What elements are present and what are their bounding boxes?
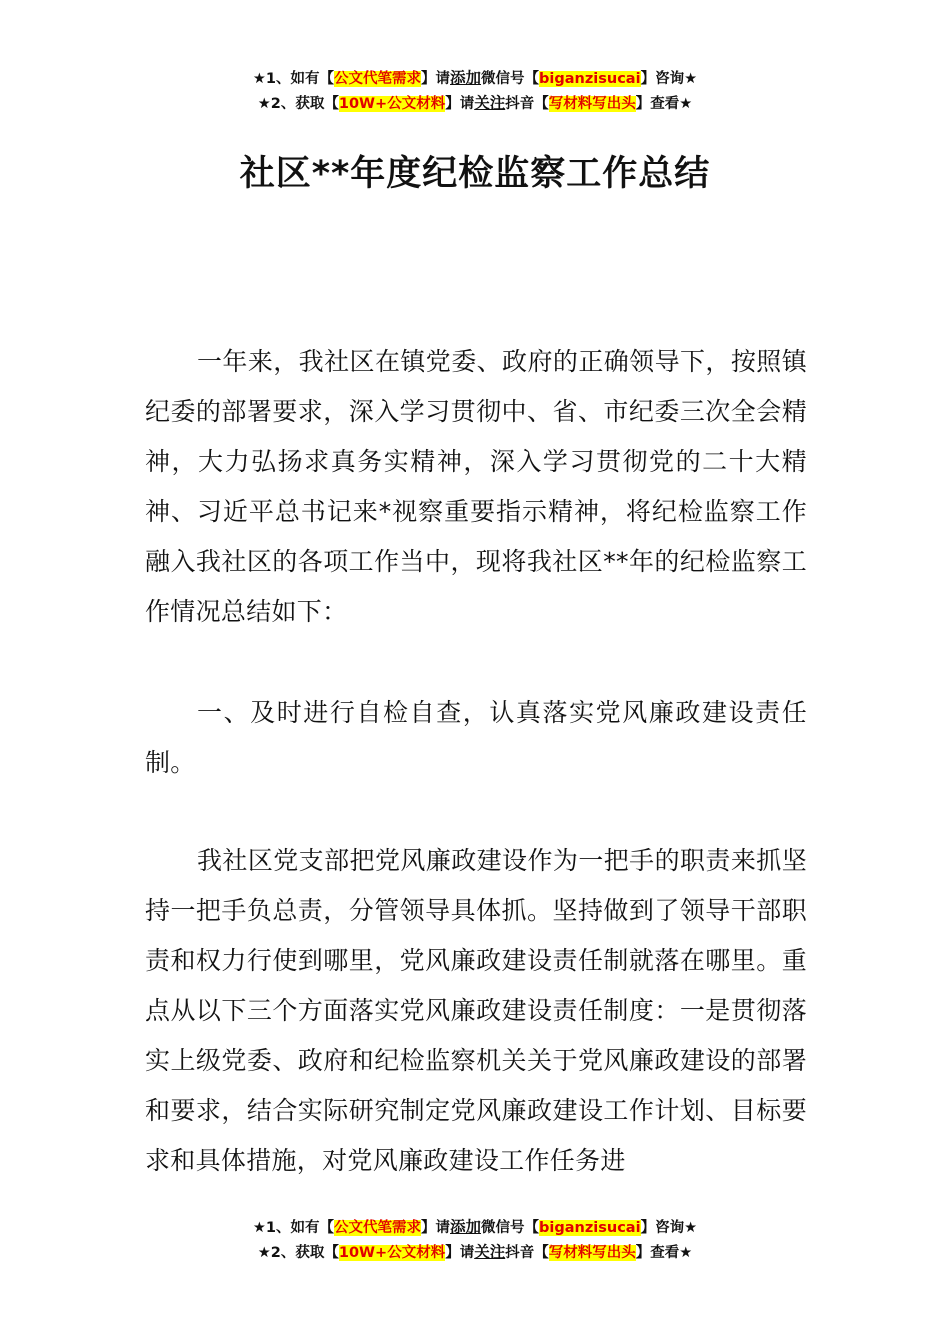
section-heading-1: 一、及时进行自检自查，认真落实党风廉政建设责任制。: [145, 698, 807, 777]
banner-line-2: ★2、获取【10W+公文材料】请关注抖音【写材料写出头】查看★: [257, 94, 693, 112]
highlight-service: 公文代笔需求: [334, 1220, 421, 1236]
banner-line-1: ★1、如有【公文代笔需求】请添加微信号【biganzisucai】咨询★: [252, 69, 698, 87]
underline-text: 添加: [450, 1218, 482, 1236]
document-title: 社区**年度纪检监察工作总结: [239, 154, 711, 194]
underline-text: 关注: [474, 94, 506, 112]
underline-text: 添加: [450, 69, 482, 87]
douyin-account: 写材料写出头: [548, 1245, 636, 1261]
header-banner: [0, 66, 950, 116]
paragraph-body: 我社区党支部把党风廉政建设作为一把手的职责来抓坚持一把手负总责，分管领导具体抓。坚持做到了领导干部职责和权力行使到哪里，党风廉政建设责任制就落在哪里。重点从以下三个方面落实党风廉政建设责任制度：一是贯彻落实上级党委、政府和纪检监察机关关于党风廉政建设的部署和要求，结合实际研究制定党风廉政建设工作计划、目标要求和具体措施，对党风廉政建设工作任务进: [145, 846, 807, 1175]
wechat-id: biganzisucai: [539, 71, 641, 87]
douyin-account: 写材料写出头: [548, 96, 636, 112]
paragraph-intro: 一年来，我社区在镇党委、政府的正确领导下，按照镇纪委的部署要求，深入学习贯彻中、省、市纪委三次全会精神，大力弘扬求真务实精神，深入学习贯彻党的二十大精神、习近平总书记来*视察重要指示精神，将纪检监察工作融入我社区的各项工作当中，现将我社区**年的纪检监察工作情况总结如下：: [145, 347, 807, 626]
highlight-materials: 10W+公文材料: [338, 96, 446, 112]
underline-text: 关注: [474, 1243, 506, 1261]
banner-line-1: ★1、如有【公文代笔需求】请添加微信号【biganzisucai】咨询★: [252, 1218, 698, 1236]
highlight-service: 公文代笔需求: [334, 71, 421, 87]
banner-line-2: ★2、获取【10W+公文材料】请关注抖音【写材料写出头】查看★: [257, 1243, 693, 1261]
footer-banner: [0, 1215, 950, 1265]
highlight-materials: 10W+公文材料: [338, 1245, 446, 1261]
wechat-id: biganzisucai: [539, 1220, 641, 1236]
